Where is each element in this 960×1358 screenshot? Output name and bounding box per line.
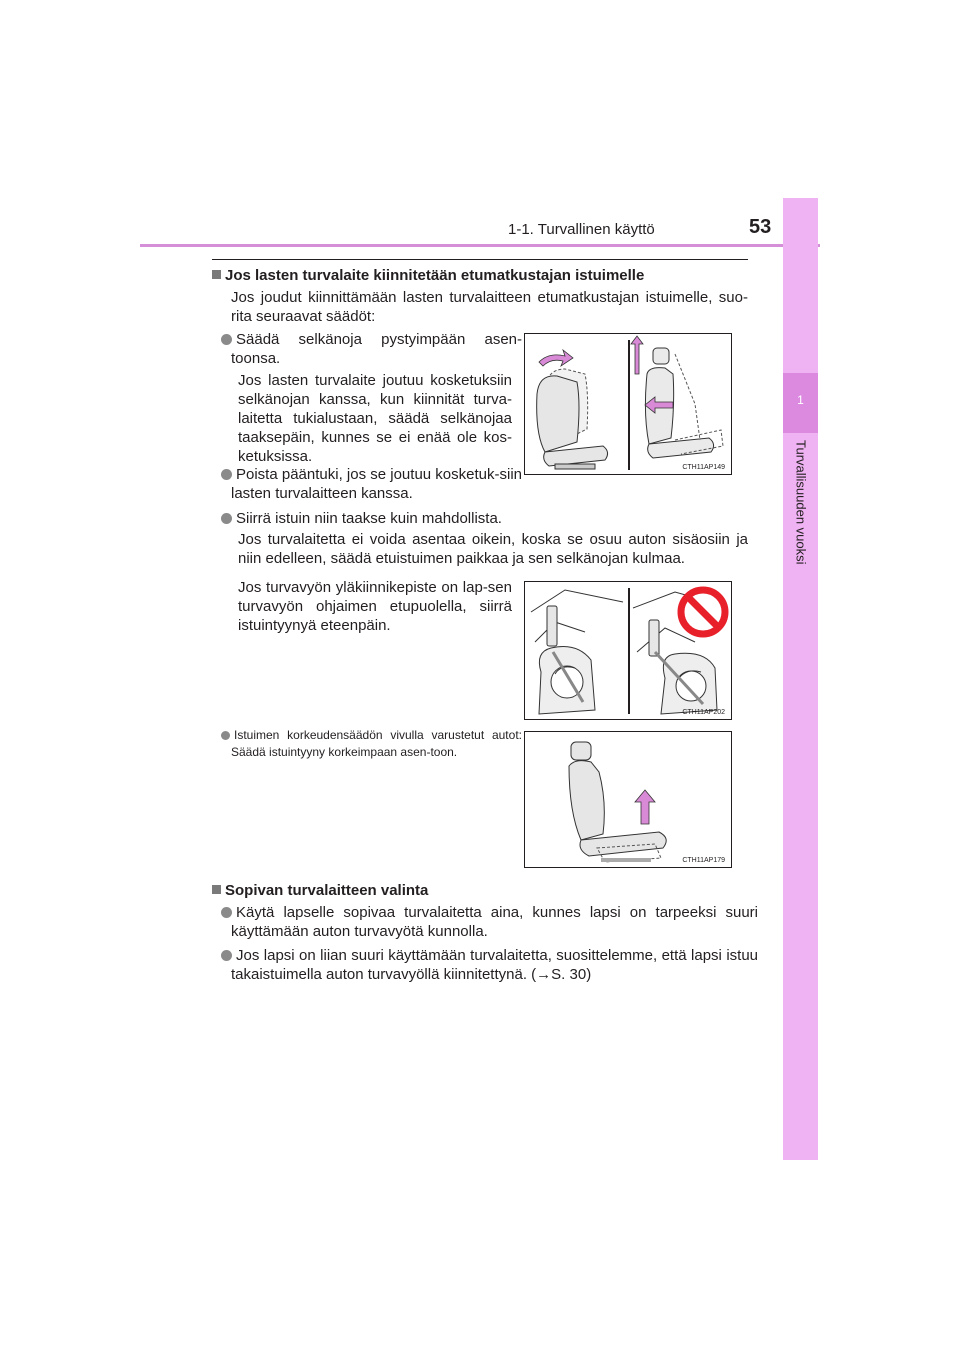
side-tab xyxy=(783,198,818,1160)
bullet-text: Istuimen korkeudensäädön vivulla varustetut autot: Säädä istuintyyny korkeimpaan asen-toon. xyxy=(231,728,522,759)
bullet-item xyxy=(221,330,522,368)
bullet-dot-icon xyxy=(221,513,232,524)
square-bullet-icon xyxy=(212,270,221,279)
figure-code: CTH11AP179 xyxy=(682,857,725,864)
bullet-text: Poista pääntuki, jos se joutuu kosketuk-siin lasten turvalaitteen kanssa. xyxy=(231,466,522,502)
bullet-item xyxy=(221,727,522,761)
header-rule xyxy=(140,244,820,247)
bullet-item xyxy=(221,465,522,503)
square-bullet-icon xyxy=(212,885,221,894)
figure-seat-height xyxy=(524,731,732,868)
seat-adjust-illustration xyxy=(525,334,731,474)
page-number: 53 xyxy=(749,216,772,238)
bullet-dot-icon xyxy=(221,469,232,480)
content-rule xyxy=(212,259,748,260)
prohibited-icon xyxy=(681,590,725,634)
section-title: 1-1. Turvallinen käyttö xyxy=(508,221,655,238)
heading-text: Jos lasten turvalaite kiinnitetään etumatkustajan istuimelle xyxy=(225,267,645,284)
section-heading xyxy=(212,266,644,285)
bullet-dot-icon xyxy=(221,907,232,918)
bullet-text: Säädä selkänoja pystyimpään asen-toonsa. xyxy=(231,331,522,367)
heading-text: Sopivan turvalaitteen valinta xyxy=(225,882,429,899)
section-heading xyxy=(212,881,428,900)
chapter-label: Turvallisuuden vuoksi xyxy=(793,440,808,565)
bullet-dot-icon xyxy=(221,334,232,345)
bullet-text: Siirrä istuin niin taakse kuin mahdollista. xyxy=(236,510,502,527)
figure-seatbelt-child xyxy=(524,581,732,720)
bullet-item xyxy=(221,903,758,941)
seatbelt-illustration xyxy=(525,582,731,719)
belt-note: Jos turvavyön yläkiinnikepiste on lap-sen turvavyön ohjaimen etupuolella, siirrä istuintyynyä eteenpäin. xyxy=(238,579,512,634)
bullet-note: Jos lasten turvalaite joutuu kosketuksiin selkänojan kanssa, kun kiinnität turva-laitetta tukialustaan, säädä selkänojaa taaksepäin, kunnes se ei enää ole kos-ketuksissa. xyxy=(238,372,512,465)
seat-height-illustration xyxy=(525,732,731,867)
figure-code: CTH11AP149 xyxy=(682,464,725,471)
bullet-item xyxy=(221,509,748,528)
bullet-text: Käytä lapselle sopivaa turvalaitetta aina, kunnes lapsi on tarpeeksi suuri käyttämään auton turvavyötä kunnolla. xyxy=(231,904,758,940)
bullet-text-end: ) xyxy=(586,966,592,983)
chapter-label-wrap xyxy=(783,440,818,630)
intro-paragraph: Jos joudut kiinnittämään lasten turvalaitteen etumatkustajan istuimelle, suo-rita seuraavat säädöt: xyxy=(231,289,748,325)
page-reference-link[interactable]: S. 30 xyxy=(551,966,587,983)
chapter-number: 1 xyxy=(797,393,804,407)
bullet-dot-icon xyxy=(221,950,232,961)
bullet-note: Jos turvalaitetta ei voida asentaa oikein, koska se osuu auton sisäosiin ja niin edelleen, säädä etuistuimen paikkaa ja sen selkänojan kulmaa. xyxy=(238,531,748,567)
bullet-dot-icon xyxy=(221,731,230,740)
bullet-text: Jos lapsi on liian suuri käyttämään turvalaitetta, suosittelemme, että lapsi istuu takaistuimella auton turvavyöllä kiinnitettynä. ( xyxy=(231,947,758,983)
figure-code: CTH11AP202 xyxy=(682,709,725,716)
bullet-item xyxy=(221,946,758,984)
arrow-right-icon: → xyxy=(536,966,552,983)
figure-seat-backrest xyxy=(524,333,732,475)
